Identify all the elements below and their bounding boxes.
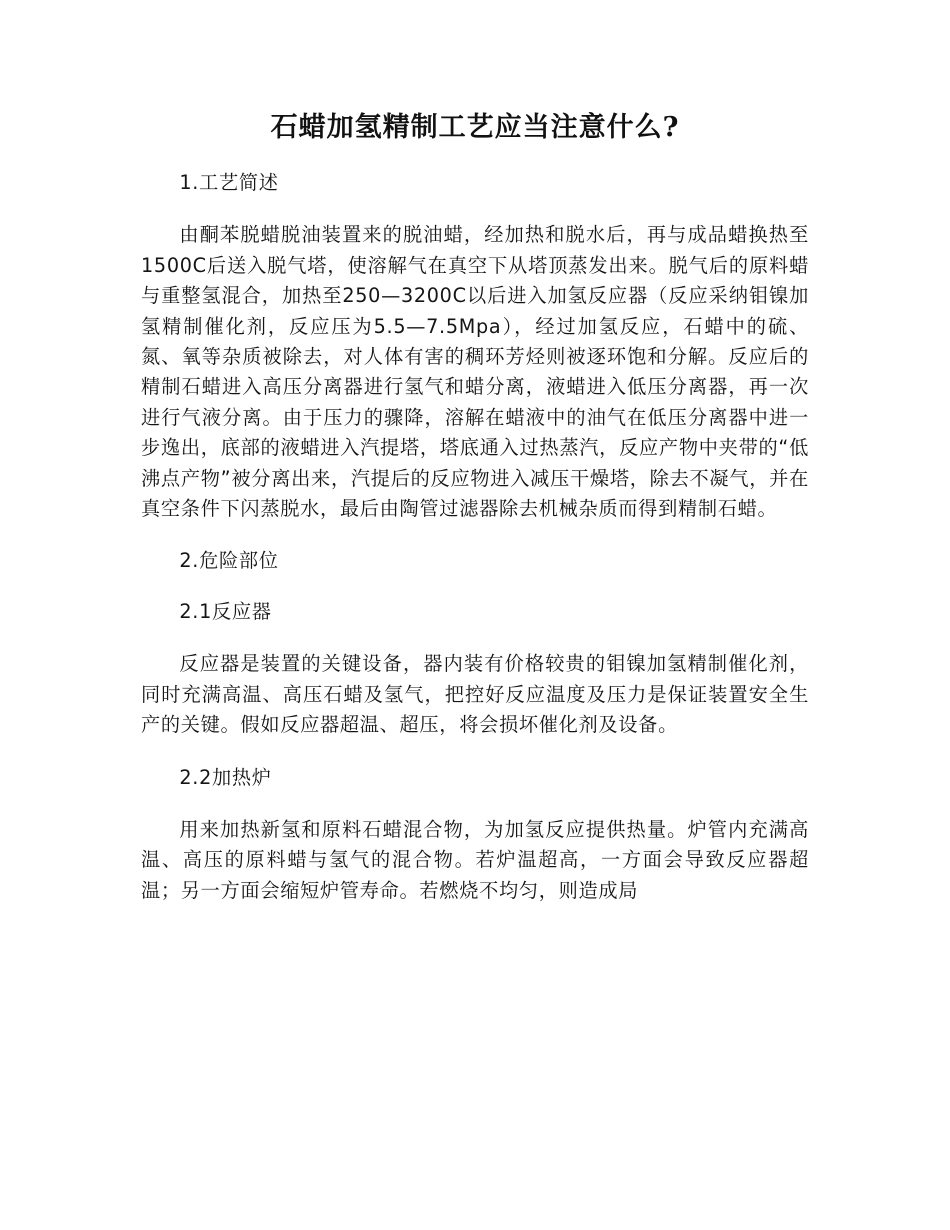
document-body (141, 168, 809, 906)
section-paragraph-process-overview: 由酮苯脱蜡脱油装置来的脱油蜡，经加热和脱水后，再与成品蜡换热至1500C后送入脱气塔，使溶解气在真空下从塔顶蒸发出来。脱气后的原料蜡与重整氢混合，加热至250—3200C以后进入加氢反应器（反应采纳钼镍加氢精制催化剂，反应压为5.5—7.5Mpa），经过加氢反应，石蜡中的硫、氮、氧等杂质被除去，对人体有害的稠环芳烃则被逐环饱和分解。反应后的精制石蜡进入高压分离器进行氢气和蜡分离，液蜡进入低压分离器，再一次进行气液分离。由于压力的骤降，溶解在蜡液中的油气在低压分离器中进一步逸出，底部的液蜡进入汽提塔，塔底通入过热蒸汽，反应产物中夹带的“低沸点产物”被分离出来，汽提后的反应物进入减压干燥塔，除去不凝气，并在真空条件下闪蒸脱水，最后由陶管过滤器除去机械杂质而得到精制石蜡。 (141, 223, 809, 521)
section-paragraph-heating-furnace: 用来加热新氢和原料石蜡混合物，为加氢反应提供热量。炉管内充满高温、高压的原料蜡与氢气的混合物。若炉温超高，一方面会导致反应器超温；另一方面会缩短炉管寿命。若燃烧不均匀，则造成局 (141, 817, 809, 902)
section-heading-hazard-locations: 2.危险部位 (179, 549, 279, 573)
section-heading-reactor: 2.1反应器 (179, 599, 272, 623)
document-title: 石蜡加氢精制工艺应当注意什么? (270, 112, 680, 143)
section-heading-heating-furnace: 2.2加热炉 (179, 765, 272, 789)
section-paragraph-reactor: 反应器是装置的关键设备，器内装有价格较贵的钼镍加氢精制催化剂，同时充满高温、高压石蜡及氢气，把控好反应温度及压力是保证装置安全生产的关键。假如反应器超温、超压，将会损坏催化剂及设备。 (141, 652, 809, 737)
section-heading-process-overview: 1.工艺简述 (179, 171, 279, 194)
